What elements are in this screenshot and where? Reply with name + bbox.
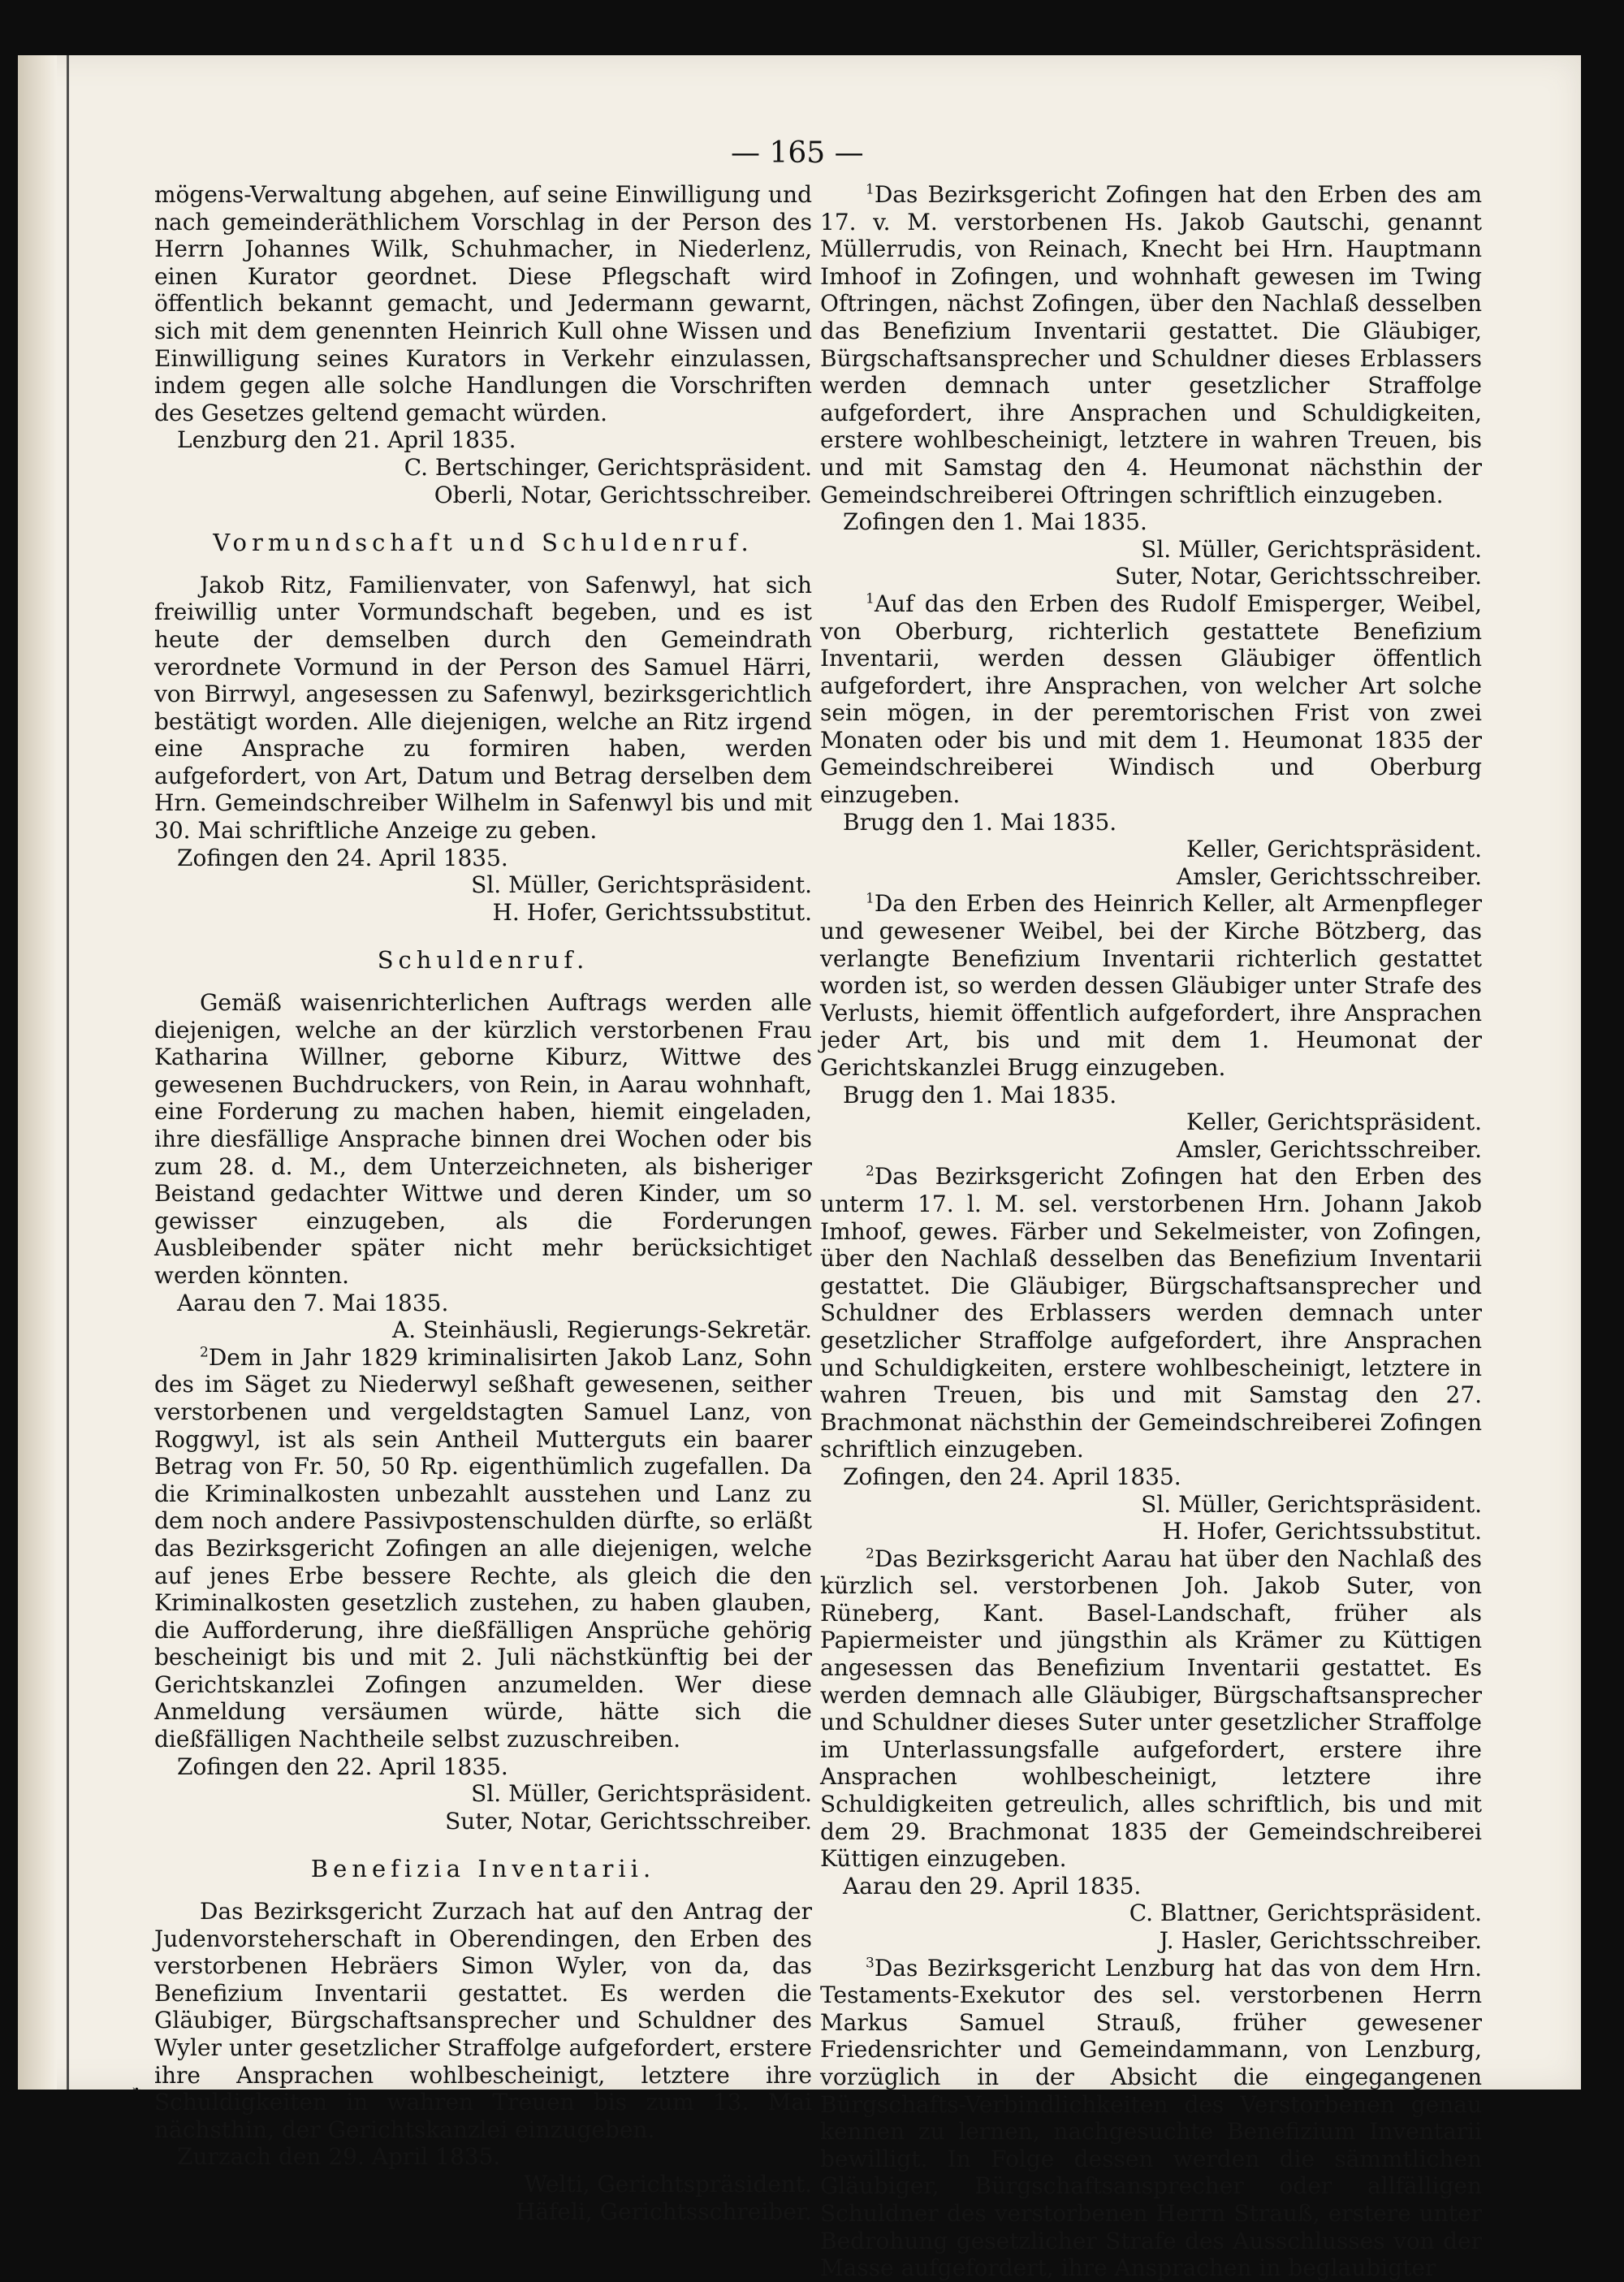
text: Da den Erben des Heinrich Keller, alt Armenpfleger und gewesener Weibel, bei der Kirche Bötzberg, das verlangte Benefizium Inventarii richterlich gestattet worden ist, so werden dessen Gläubiger unter Strafe des Verlusts, hiemit öffentlich aufgefordert, ihre Ansprachen jeder Art, bis und mit dem 1. Heumonat der Gerichtskanzlei Brugg einzugeben. [820,890,1482,1081]
text: C. Bertschinger, Gerichtspräsident. [404,453,812,481]
footnote-marker: 1 [866,590,875,607]
signature-line [820,836,1482,863]
text: Aarau den 7. Mai 1835. [177,1289,449,1316]
notice-paragraph [154,1344,812,1753]
newspaper-page [18,55,1581,2282]
notice-paragraph [820,1955,1482,2282]
text: Das Bezirksgericht Zurzach hat auf den Antrag der Judenvorsteherschaft in Oberendingen, den Erben des verstorbenen Hebräers Simon Wyler, von da, das Benefizium Inventarii gestattet. Es werden die Gläubiger, Bürgschaftsansprecher und Schuldner des Wyler unter gesetzlicher Straffolge aufgefordert, erstere ihre Ansprachen wohlbescheinigt, letztere ihre Schuldigkeiten in wahren Treuen bis zum 13. Mai nächsthin, der Gerichtskanzlei einzugeben. [154,1898,812,2143]
notice-paragraph [154,989,812,1290]
dateline [820,1463,1482,1491]
text: Zofingen den 22. April 1835. [177,1753,508,1780]
footnote-marker: 2 [866,1545,875,1562]
text: Das Bezirksgericht Zofingen hat den Erben des am 17. v. M. verstorbenen Hs. Jakob Gautschi, genannt Müllerrudis, von Reinach, Knecht bei Hrn. Hauptmann Imhoof in Zofingen, und wohnhaft gewesen im Twing Oftringen, nächst Zofingen, über den Nachlaß desselben das Benefizium Inventarii gestattet. Die Gläubiger, Bürgschaftsansprecher und Schuldner dieses Erblassers werden demnach unter gesetzlicher Straffolge aufgefordert, ihre Ansprachen und Schuldigkeiten, erstere wohlbescheinigt, letztere in wahren Treuen, bis und mit Samstag den 4. Heumonat nächsthin der Gemeindschreiberei Oftringen schriftlich einzugeben. [820,181,1482,508]
section-heading [154,947,812,975]
text: Aarau den 29. April 1835. [843,1872,1142,1900]
footnote-marker: 1 [866,181,875,198]
signature-line [154,1780,812,1808]
dateline [820,1082,1482,1109]
signature-line [154,1316,812,1344]
text: Brugg den 1. Mai 1835. [843,808,1117,836]
text: Jakob Ritz, Familienvater, von Safenwyl, hat sich freiwillig unter Vormundschaft begeben, und es ist heute der demselben durch den Gemeindrath verordnete Vormund in der Person des Samuel Härri, von Birrwyl, angesessen zu Safenwyl, bezirksgerichtlich bestätigt worden. Alle diejenigen, welche an Ritz irgend eine Ansprache zu formiren haben, werden aufgefordert, von Art, Datum und Betrag derselben dem Hrn. Gemeindschreiber Wilhelm in Safenwyl bis und mit 30. Mai schriftliche Anzeige zu geben. [154,571,812,845]
text: Das Bezirksgericht Aarau hat über den Nachlaß des kürzlich sel. verstorbenen Joh. Jakob Suter, von Rüneberg, Kant. Basel-Landschaft, früher als Papiermeister und jüngsthin als Krämer zu Küttigen angesessen das Benefizium Inventarii gestattet. Es werden demnach alle Gläubiger, Bürgschaftsansprecher und Schuldner dieses Suter unter gesetzlicher Straffolge im Unterlassungsfalle aufgefordert, erstere ihre Ansprachen wohlbescheinigt, letztere ihre Schuldigkeiten getreulich, alles schriftlich, bis und mit dem 29. Brachmonat 1835 der Gemeindschreiberei Küttigen einzugeben. [820,1545,1482,1873]
text: Oberli, Notar, Gerichtsschreiber. [434,481,812,508]
signature-line [820,563,1482,590]
notice-paragraph [820,181,1482,508]
text: Keller, Gerichtspräsident. [1186,1109,1482,1136]
signature-line [820,1518,1482,1545]
text: Benefizia Inventarii. [310,1855,656,1883]
dateline [820,1873,1482,1900]
left-column [154,181,812,2225]
dateline [154,1290,812,1317]
signature-line [154,2198,812,2226]
text: Amsler, Gerichtsschreiber. [1176,1135,1482,1163]
notice-paragraph [820,1163,1482,1463]
text: C. Blattner, Gerichtspräsident. [1129,1900,1482,1927]
signature-line [154,454,812,482]
text: Sl. Müller, Gerichtspräsident. [1141,1490,1482,1518]
text: Das Bezirksgericht Lenzburg hat das von dem Hrn. Testaments-Exekutor des sel. verstorbenen Herrn Markus Samuel Strauß, früher gewesener Friedensrichter und Gemeindammann, von Lenzburg, vorzüglich in der Absicht die eingegangenen Bürgschafts-Verbindlichkeiten des Verstorbenen genau kennen zu lernen, nachgesuchte Benefizium Inventarii bewilligt. In Folge dessen werden die sämmtlichen Gläubiger, Bürgschaftsansprecher oder allfälligen Schuldner des verstorbenen Herrn Strauß, erstere unter Bedrohung gesetzlicher Strafe des Ausschlusses von der Masse aufgefordert, ihre Ansprachen in beglaubigter [820,1954,1482,2282]
notice-paragraph [820,890,1482,1081]
signature-line [820,1109,1482,1136]
text: Dem in Jahr 1829 kriminalisirten Jakob Lanz, Sohn des im Säget zu Niederwyl seßhaft gewesenen, seither verstorbenen und vergeldstagten Samuel Lanz, von Roggwyl, ist als sein Antheil Mutterguts ein baarer Betrag von Fr. 50, 50 Rp. eigenthümlich zugefallen. Da die Kriminalkosten unbezahlt ausstehen und Lanz zu dem noch andere Passivpostenschulden dürfte, so erläßt das Bezirksgericht Zofingen an alle diejenigen, welche auf jenes Erbe bessere Rechte, als gleich die den Kriminalkosten gesetzlich zustehen, zu haben glauben, die Aufforderung, ihre dießfälligen Ansprüche gehörig bescheinigt bis und mit 2. Juli nächstkünftig bei der Gerichtskanzlei Zofingen anzumelden. Wer diese Anmeldung versäumen würde, hätte sich die dießfälligen Nachtheile selbst zuzuschreiben. [154,1343,812,1753]
page-number: — 165 — [731,136,864,170]
signature-line [154,871,812,899]
text: Häfeli, Gerichtsschreiber. [515,2198,812,2225]
text: Amsler, Gerichtsschreiber. [1176,862,1482,890]
signature-line [820,536,1482,564]
text: Auf das den Erben des Rudolf Emisperger, Weibel, von Oberburg, richterlich gestattete Benefizium Inventarii, werden dessen Gläubiger öffentlich aufgefordert, ihre Ansprachen, von welcher Art solche sein mögen, in der peremtorischen Frist von zwei Monaten oder bis und mit dem 1. Heumonat 1835 der Gemeindschreiberei Windisch und Oberburg einzugeben. [820,590,1482,809]
text: Sl. Müller, Gerichtspräsident. [1141,535,1482,563]
text: Brugg den 1. Mai 1835. [843,1081,1117,1109]
dateline [154,2143,812,2171]
section-heading [154,529,812,557]
signature-line [820,1491,1482,1519]
text: Lenzburg den 21. April 1835. [177,426,516,454]
text: A. Steinhäusli, Regierungs-Sekretär. [392,1316,812,1344]
text: Gemäß waisenrichterlichen Auftrags werden alle diejenigen, welche an der kürzlich verstorbenen Frau Katharina Willner, geborne Kiburz, Wittwe des gewesenen Buchdruckers, von Rein, in Aarau wohnhaft, eine Forderung zu machen haben, hiemit eingeladen, ihre diesfällige Ansprache binnen drei Wochen oder bis zum 28. d. M., dem Unterzeichneten, als bisheriger Beistand gedachter Wittwe und deren Kinder, um so gewisser einzugeben, als die Forderungen Ausbleibender später nicht mehr berücksichtiget werden könnten. [154,989,812,1289]
footnote-marker: 2 [866,1164,875,1181]
signature-line [820,1136,1482,1164]
text: Keller, Gerichtspräsident. [1186,836,1482,863]
notice-paragraph [820,1545,1482,1873]
notice-paragraph [154,572,812,845]
dateline [154,845,812,872]
signature-line [820,1927,1482,1955]
text: Suter, Notar, Gerichtsschreiber. [1115,563,1482,590]
text: Zofingen den 1. Mai 1835. [843,508,1147,536]
book-binding-edge [18,55,57,2090]
signature-line [154,899,812,927]
text: Sl. Müller, Gerichtspräsident. [471,1780,812,1808]
footnote-marker: 1 [866,891,875,908]
dateline [154,426,812,454]
section-heading [154,1856,812,1883]
text: Schuldenruf. [377,946,590,975]
text: H. Hofer, Gerichtssubstitut. [492,898,812,926]
text: Zofingen den 24. April 1835. [177,844,508,871]
corner-mark-icon: ❧ [132,2084,141,2097]
notice-paragraph [154,181,812,426]
dateline [154,1753,812,1781]
text: Vormundschaft und Schuldenruf. [213,529,754,557]
text: Zurzach den 29. April 1835. [177,2143,501,2171]
text: Sl. Müller, Gerichtspräsident. [471,871,812,899]
text: mögens-Verwaltung abgehen, auf seine Einwilligung und nach gemeinderäthlichem Vorschlag in der Person des Herrn Johannes Wilk, Schuhmacher, in Niederlenz, einen Kurator geordnet. Diese Pflegschaft wird öffentlich bekannt gemacht, und Jedermann gewarnt, sich mit dem genennten Heinrich Kull ohne Wissen und Einwilligung seines Kurators in Verkehr einzulassen, indem gegen alle solche Handlungen die Vorschriften des Gesetzes geltend gemacht würden. [154,181,812,426]
dateline [820,809,1482,836]
signature-line [154,2171,812,2198]
page-gutter [67,55,69,2090]
text: J. Hasler, Gerichtsschreiber. [1159,1927,1482,1954]
text: H. Hofer, Gerichtssubstitut. [1162,1518,1482,1545]
notice-paragraph [154,1898,812,2143]
text: Welti, Gerichtspräsident. [524,2170,812,2198]
text: Zofingen, den 24. April 1835. [843,1463,1181,1490]
text: Suter, Notar, Gerichtsschreiber. [445,1807,812,1835]
footnote-marker: 3 [866,1955,875,1972]
footnote-marker: 2 [200,1344,209,1361]
signature-line [154,482,812,509]
dateline [820,508,1482,536]
text: Das Bezirksgericht Zofingen hat den Erben des unterm 17. l. M. sel. verstorbenen Hrn. Johann Jakob Imhoof, gewes. Färber und Sekelmeister, von Zofingen, über den Nachlaß desselben das Benefizium Inventarii gestattet. Die Gläubiger, Bürgschaftsansprecher und Schuldner des Erblassers werden demnach unter gesetzlicher Straffolge aufgefordert, ihre Ansprachen und Schuldigkeiten, erstere wohlbescheinigt, letztere in wahren Treuen, bis und mit Samstag den 27. Brachmonat nächsthin der Gemeindschreiberei Zofingen schriftlich einzugeben. [820,1163,1482,1463]
right-column [820,181,1482,2282]
signature-line [820,863,1482,891]
signature-line [820,1900,1482,1927]
notice-paragraph [820,590,1482,809]
signature-line [154,1808,812,1835]
